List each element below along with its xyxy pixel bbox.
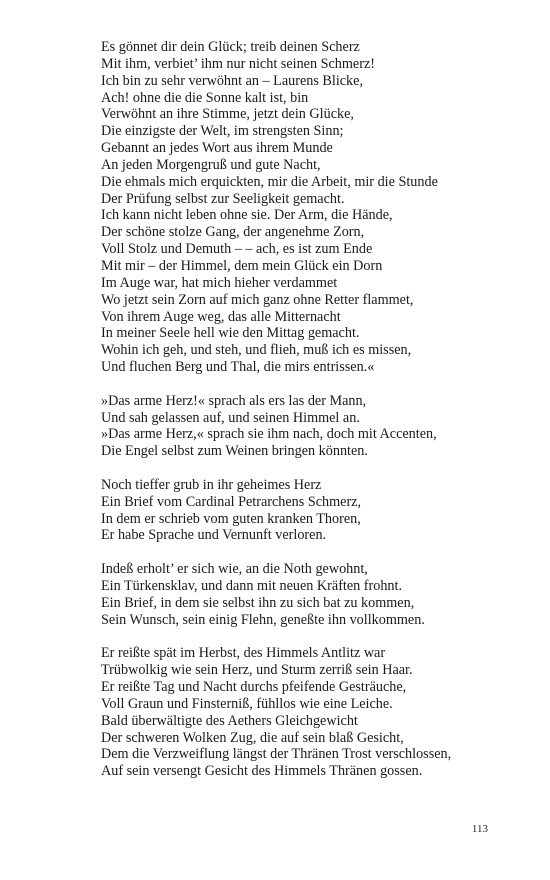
stanza-2 [101, 393, 521, 460]
verse-line: An jeden Morgengruß und gute Nacht, [101, 156, 321, 173]
verse-line: Er reißte Tag und Nacht durchs pfeifende Gesträuche, [101, 679, 407, 696]
verse-line: Und sah gelassen auf, und seinen Himmel an. [101, 409, 360, 426]
verse-line: Wohin ich geh, und steh, und flieh, muß ich es missen, [101, 342, 412, 359]
verse-line: Sein Wunsch, sein einig Flehn, geneßte ihn vollkommen. [101, 611, 425, 628]
verse-line: Verwöhnt an ihre Stimme, jetzt dein Glücke, [101, 106, 354, 123]
verse-line: Der schweren Wolken Zug, die auf sein blaß Gesicht, [101, 729, 404, 746]
verse-line: In meiner Seele hell wie den Mittag gemacht. [101, 325, 360, 342]
stanza-3 [101, 477, 521, 544]
verse-line: Noch tieffer grub in ihr geheimes Herz [101, 476, 322, 493]
verse-line: Ein Türkensklav, und dann mit neuen Kräften frohnt. [101, 578, 403, 594]
verse-line: Er reißte spät im Herbst, des Himmels Antlitz war [101, 645, 386, 662]
poem-text [101, 39, 521, 797]
verse-line: Ach! ohne die die Sonne kalt ist, bin [101, 89, 309, 106]
stanza-1 [101, 39, 521, 376]
verse-line: Er habe Sprache und Vernunft verloren. [101, 527, 327, 544]
page-number: 113 [471, 823, 488, 835]
verse-line: In dem er schrieb vom guten kranken Thoren, [101, 510, 361, 527]
verse-line: Der schöne stolze Gang, der angenehme Zorn, [101, 224, 365, 241]
verse-line: Die Engel selbst zum Weinen bringen könnten. [101, 443, 368, 460]
verse-line: Ein Brief, in dem sie selbst ihn zu sich bat zu kommen, [101, 594, 415, 611]
verse-line: Es gönnet dir dein Glück; treib deinen Scherz [101, 39, 360, 55]
verse-line: Mit mir – der Himmel, dem mein Glück ein Dorn [101, 257, 383, 274]
verse-line: Der Prüfung selbst zur Seeligkeit gemacht. [101, 190, 345, 207]
verse-line: »Das arme Herz!« sprach als ers las der Mann, [101, 392, 367, 409]
verse-line: Wo jetzt sein Zorn auf mich ganz ohne Retter flammet, [101, 291, 414, 308]
verse-line: Gebannt an jedes Wort aus ihrem Munde [101, 140, 333, 157]
verse-line: Auf sein versengt Gesicht des Himmels Thränen gossen. [101, 763, 423, 780]
verse-line: Bald überwältigte des Aethers Gleichgewicht [101, 712, 358, 729]
verse-line: Voll Graun und Finsterniß, fühllos wie eine Leiche. [101, 695, 393, 712]
verse-line: Ich bin zu sehr verwöhnt an – Laurens Blicke, [101, 72, 363, 89]
verse-line: Ich kann nicht leben ohne sie. Der Arm, die Hände, [101, 207, 393, 224]
verse-line: »Das arme Herz,« sprach sie ihm nach, doch mit Accenten, [101, 426, 437, 443]
verse-line: Die einzigste der Welt, im strengsten Sinn; [101, 123, 344, 140]
stanza-4 [101, 561, 521, 628]
verse-line: Ein Brief vom Cardinal Petrarchens Schmerz, [101, 493, 362, 510]
verse-line: Von ihrem Auge weg, das alle Mitternacht [101, 308, 341, 325]
verse-line: Und fluchen Berg und Thal, die mirs entrissen.« [101, 359, 375, 376]
verse-line: Im Auge war, hat mich hieher verdammet [101, 274, 338, 291]
verse-line: Mit ihm, verbiet’ ihm nur nicht seinen Schmerz! [101, 55, 375, 72]
verse-line: Dem die Verzweiflung längst der Thränen Trost verschlossen, [101, 746, 452, 763]
verse-line: Indeß erholt’ er sich wie, an die Noth gewohnt, [101, 561, 368, 578]
verse-line: Die ehmals mich erquickten, mir die Arbeit, mir die Stunde [101, 173, 438, 190]
verse-line: Voll Stolz und Demuth – – ach, es ist zum Ende [101, 241, 373, 258]
verse-line: Trübwolkig wie sein Herz, und Sturm zerriß sein Haar. [101, 662, 413, 679]
stanza-5 [101, 645, 521, 780]
